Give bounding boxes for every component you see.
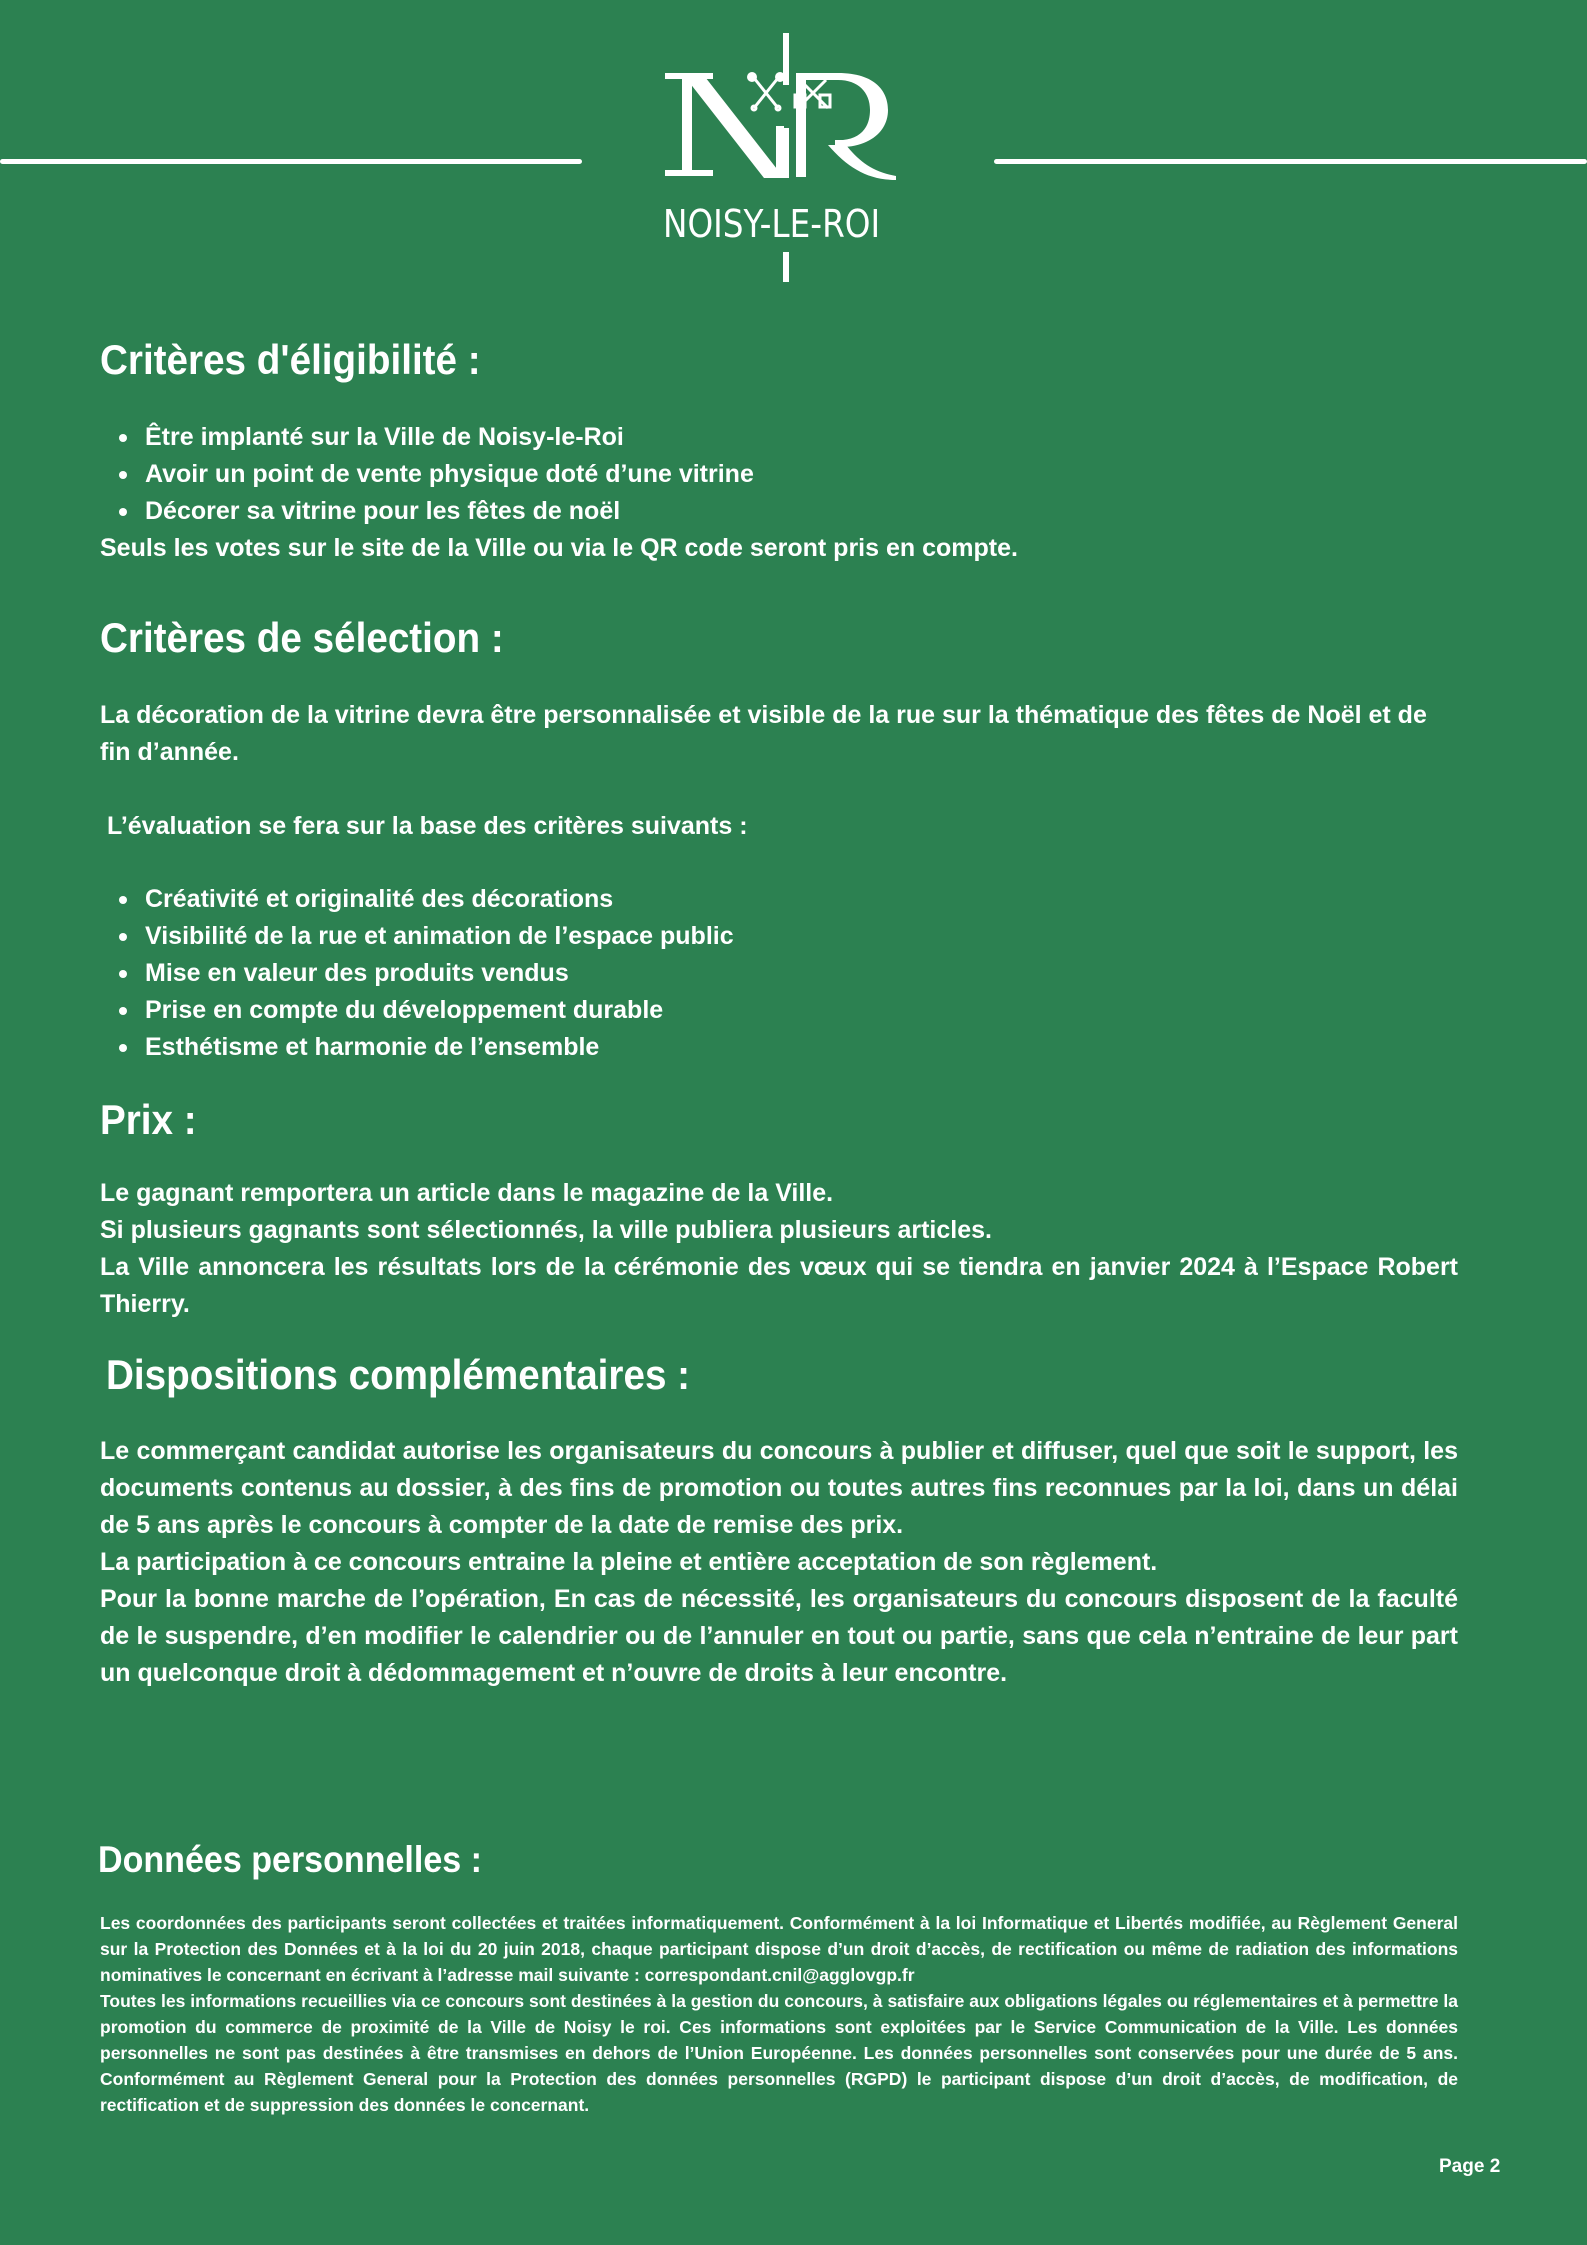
list-item: Être implanté sur la Ville de Noisy-le-Roi [145,419,754,456]
selection-criteria-list [100,881,734,1066]
selection-heading: Critères de sélection : [100,614,504,661]
eligibility-list [100,419,754,530]
header-rule-left [0,159,582,164]
crossed-keys-icon [752,78,830,110]
provisions-heading: Dispositions complémentaires : [106,1351,691,1398]
provisions-text [100,1433,1458,1692]
eligibility-note: Seuls les votes sur le site de la Ville ou via le QR code seront pris en compte. [100,534,1018,562]
personal-data-paragraph: Toutes les informations recueillies via ce concours sont destinées à la gestion du concours, à satisfaire aux obligations légales ou réglementaires et à permettre la promotion du commerce de proximité de la Ville de Noisy le roi. Ces informations sont exploitées par le Service Communication de la Ville. Les données personnelles ne sont pas destinées à être transmises en dehors de l’Union Européenne. Les données personnelles sont conservées pour une durée de 5 ans. Conformément au Règlement General pour la Protection des données personnelles (RGPD) le participant dispose d’un droit d’accès, de modification, de rectification et de suppression des données le concernant. [100,1991,1458,2115]
personal-data-heading: Données personnelles : [98,1839,482,1880]
list-item: Créativité et originalité des décorations [145,881,734,918]
city-logo [650,30,940,285]
list-item: Esthétisme et harmonie de l’ensemble [145,1029,734,1066]
list-item: Prise en compte du développement durable [145,992,734,1029]
personal-data-text [100,1910,1458,2118]
page-number: Page 2 [1439,2156,1501,2177]
prize-heading: Prix : [100,1096,197,1143]
nr-monogram [650,30,940,285]
personal-data-paragraph: Les coordonnées des participants seront collectées et traitées informatiquement. Conformément à la loi Informatique et Libertés modifiée, au Règlement General sur la Protection des Données et à la loi du 20 juin 2018, chaque participant dispose d’un droit d’accès, de rectification ou même de radiation des informations nominatives le concernant en écrivant à l’adresse mail suivante : correspondant.cnil@agglovgp.fr [100,1913,1458,1985]
provisions-paragraph: Pour la bonne marche de l’opération, En cas de nécessité, les organisateurs du concours disposent de la faculté de le suspendre, d’en modifier le calendrier ou de l’annuler en tout ou partie, sans que cela n’entraine de leur part un quelconque droit à dédommagement et n’ouvre de droits à leur encontre. [100,1585,1458,1687]
evaluation-intro: L’évaluation se fera sur la base des critères suivants : [100,812,748,840]
eligibility-heading: Critères d'éligibilité : [100,336,481,383]
list-item: Visibilité de la rue et animation de l’espace public [145,918,734,955]
provisions-paragraph: Le commerçant candidat autorise les organisateurs du concours à publier et diffuser, quel que soit le support, les documents contenus au dossier, à des fins de promotion ou toutes autres fins reconnues par la loi, dans un délai de 5 ans après le concours à compter de la date de remise des prix. [100,1437,1458,1539]
header-rule-right [994,159,1587,164]
prize-line: Le gagnant remportera un article dans le magazine de la Ville. [100,1179,834,1207]
selection-intro: La décoration de la vitrine devra être personnalisée et visible de la rue sur la thématique des fêtes de Noël et de fin d’année. [100,701,1427,766]
provisions-paragraph: La participation à ce concours entraine la pleine et entière acceptation de son règlement. [100,1548,1158,1576]
list-item: Avoir un point de vente physique doté d’une vitrine [145,456,754,493]
prize-line: La Ville annoncera les résultats lors de la cérémonie des vœux qui se tiendra en janvier 2024 à l’Espace Robert Thierry. [100,1253,1458,1318]
list-item: Décorer sa vitrine pour les fêtes de noël [145,493,754,530]
prize-text [100,1175,1458,1323]
prize-line: Si plusieurs gagnants sont sélectionnés, la ville publiera plusieurs articles. [100,1216,992,1244]
logo-wordmark: NOISY-LE-ROI [663,202,881,246]
list-item: Mise en valeur des produits vendus [145,955,734,992]
